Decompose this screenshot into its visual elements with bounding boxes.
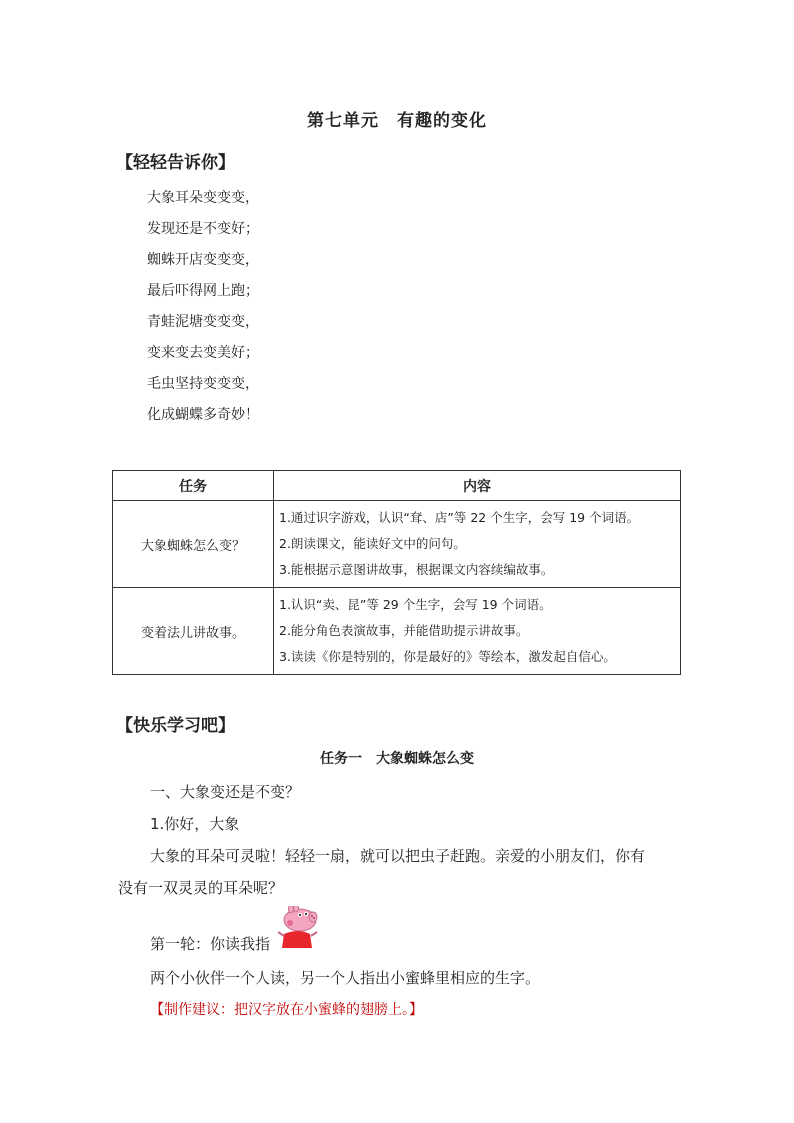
table-row — [113, 588, 681, 675]
poem-line: 变来变去变美好； — [147, 345, 259, 361]
section-heading-learn: 【快乐学习吧】 — [116, 716, 235, 736]
round-label: 第一轮：你读我指 — [150, 935, 271, 953]
poem-line: 最后吓得网上跑； — [147, 283, 259, 299]
table-cell-task: 大象蜘蛛怎么变？ — [113, 501, 274, 588]
question-heading: 一、大象变还是不变？ — [150, 783, 301, 801]
task-title: 任务一 大象蜘蛛怎么变 — [320, 751, 474, 767]
table-cell-task: 变着法儿讲故事。 — [113, 588, 274, 675]
content-item: 2.能分角色表演故事，并能借助提示讲故事。 — [279, 623, 529, 638]
poem-line: 蜘蛛开店变变变， — [147, 252, 259, 268]
instruction-line: 两个小伙伴一个人读，另一个人指出小蜜蜂里相应的生字。 — [150, 969, 541, 987]
poem-line: 发现还是不变好； — [147, 221, 259, 237]
content-item: 3.能根据示意图讲故事，根据课文内容续编故事。 — [279, 562, 554, 577]
content-item: 1.通过识字游戏，认识“耷、店”等 22 个生字，会写 19 个词语。 — [279, 510, 640, 525]
production-suggestion: 【制作建议：把汉字放在小蜜蜂的翅膀上。】 — [150, 1002, 423, 1018]
section-heading-tell: 【轻轻告诉你】 — [116, 153, 235, 173]
poem-line: 毛虫坚持变变变， — [147, 376, 259, 392]
peppa-pig-icon — [278, 906, 318, 948]
table-row — [113, 501, 681, 588]
table-cell-content — [274, 588, 681, 675]
page-title: 第七单元 有趣的变化 — [307, 111, 487, 131]
table-cell-content — [274, 501, 681, 588]
poem-line: 青蛙泥塘变变变， — [147, 314, 259, 330]
paragraph-line: 没有一双灵灵的耳朵呢？ — [118, 879, 284, 897]
table-header-content: 内容 — [274, 471, 681, 501]
content-item: 2.朗读课文，能读好文中的问句。 — [279, 536, 466, 551]
poem-line: 大象耳朵变变变， — [147, 190, 259, 206]
paragraph-line: 大象的耳朵可灵啦！轻轻一扇，就可以把虫子赶跑。亲爱的小朋友们，你有 — [150, 847, 646, 865]
table-header-task: 任务 — [113, 471, 274, 501]
content-item: 1.认识“卖、昆”等 29 个生字，会写 19 个词语。 — [279, 597, 552, 612]
poem-line: 化成蝴蝶多奇妙！ — [147, 407, 259, 423]
content-item: 3.读读《你是特别的，你是最好的》等绘本，激发起自信心。 — [279, 649, 616, 664]
task-table — [112, 470, 681, 675]
subsection-heading: 1.你好，大象 — [150, 815, 240, 833]
